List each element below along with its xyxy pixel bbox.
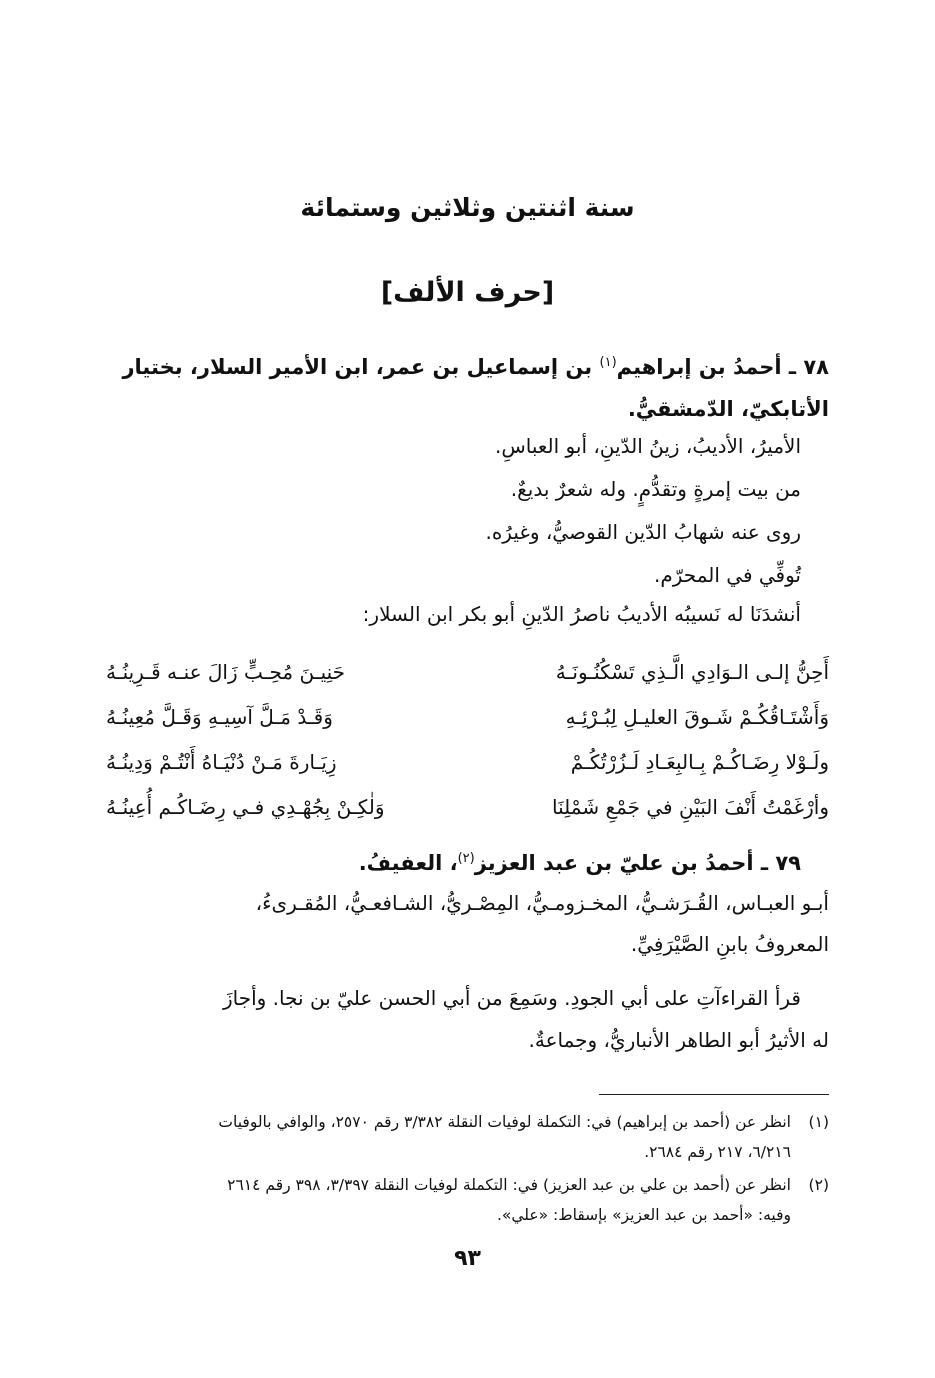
footnote-2 [106,1170,829,1230]
footnote-text: انظر عن (أحمد بن علي بن عبد العزيز) في: التكملة لوفيات النقلة ٣/٣٩٧، ٣٩٨ رقم ٢٦١٤ [227,1176,791,1194]
footnote-number: (٢) [808,1176,829,1194]
verse-second-hemistich: زِيَـارةَ مَـنْ دُنْيَـاهُ أَنْتُـمْ وَدِينُـهُ [106,750,337,774]
entry-79-line: قرأ القراءآتِ على أبي الجودِ. وسَمِعَ من أبي الحسن عليّ بن نجا. وأجازَ [222,986,801,1010]
entry-79-line: له الأثيرُ أبو الطاهر الأنباريُّ، وجماعةٌ. [528,1028,829,1052]
verse-first-hemistich: أَحِنُّ إلـى الـوَادِي الَّـذِي تَسْكُنُـونَـهُ [555,660,829,684]
entry-79-line: المعروفُ بابنِ الصَّيْرَفِيِّ. [630,932,829,956]
entry-78-heading-line2: الأتابكيّ، الدّمشقيُّ. [627,397,829,421]
year-heading: سنة اثنتين وثلاثين وستمائة [300,193,635,222]
entry-78-heading [106,340,829,390]
verse-second-hemistich: وَقَـدْ مَـلَّ آسِيـهِ وَقَـلَّ مُعِينُـهُ [106,705,333,729]
footnote-text: وفيه: «أحمد بن عبد العزيز» بإسقاط: «علي». [496,1206,791,1224]
verse-first-hemistich: وأرْغَمْتُ أَنْفَ البَيْنِ في جَمْعِ شَمْلِنَا [552,795,829,819]
footnote-ref-2: (٢) [457,851,475,866]
entry-79-name: ٧٩ ـ أحمدُ بن عليّ بن عبد العزيز [474,851,801,875]
footnote-divider [599,1094,829,1095]
entry-78-lineage: بن إسماعيل بن عمر، ابن الأمير السلار، بختيار [122,355,600,379]
poem [106,650,829,830]
verse-first-hemistich: وَأَشْتَـاقُكُـمْ شَـوقَ العليـلِ لِبُـرْئِـهِ [565,705,829,729]
poem-verse [106,740,829,785]
footnote-ref-1: (١) [599,355,617,370]
footnote-number: (١) [808,1113,829,1131]
entry-78-line: تُوفِّي في المحرّم. [654,563,801,587]
entry-78-name: ٧٨ ـ أحمدُ بن إبراهيم [616,355,829,379]
footnote-text: ٦/٢١٦، ٢١٧ رقم ٢٦٨٤. [644,1143,791,1161]
entry-79-line: أبـو العبـاس، القُـرَشـيُّ، المخـزومـيُّ، المِصْـريُّ، الشـافعـيُّ، المُقـرىءُ، [255,891,829,915]
verse-first-hemistich: ولَـوْلا رِضَـاكُـمْ بِـالبِعَـادِ لَـزُرْتُكُـمْ [570,750,829,774]
footnote-1 [106,1107,829,1167]
verse-second-hemistich: وَلٰكِـنْ بِجُهْـدِي فـي رِضَـاكُـم أُعِينُـهُ [106,795,385,819]
footnote-text: انظر عن (أحمد بن إبراهيم) في: التكملة لوفيات النقلة ٣/٣٨٢ رقم ٢٥٧٠، والوافي بالوفيات [218,1113,791,1131]
section-heading: [حرف الألف] [380,277,555,308]
poem-verse [106,695,829,740]
page-number: ٩٣ [454,1246,481,1271]
entry-78-line: من بيت إمرةٍ وتقدُّمٍ. وله شعرٌ بديعٌ. [510,477,801,501]
poem-verse [106,650,829,695]
entry-78-line: الأميرُ، الأديبُ، زينُ الدّينِ، أبو العباسِ. [494,434,801,458]
poem-verse [106,785,829,830]
verse-second-hemistich: حَنِيـنَ مُحِـبٍّ زَالَ عنـه قَـرِينُـهُ [106,660,346,684]
entry-79-heading [106,836,801,886]
entry-78-line: روى عنه شهابُ الدّين القوصيُّ، وغيرُه. [485,520,801,544]
entry-78-line: أنشدَنَا له نَسيبُه الأديبُ ناصرُ الدّينِ أبو بكر ابن السلار: [362,602,801,626]
entry-79-epithet: ، العفيفُ. [358,851,458,875]
